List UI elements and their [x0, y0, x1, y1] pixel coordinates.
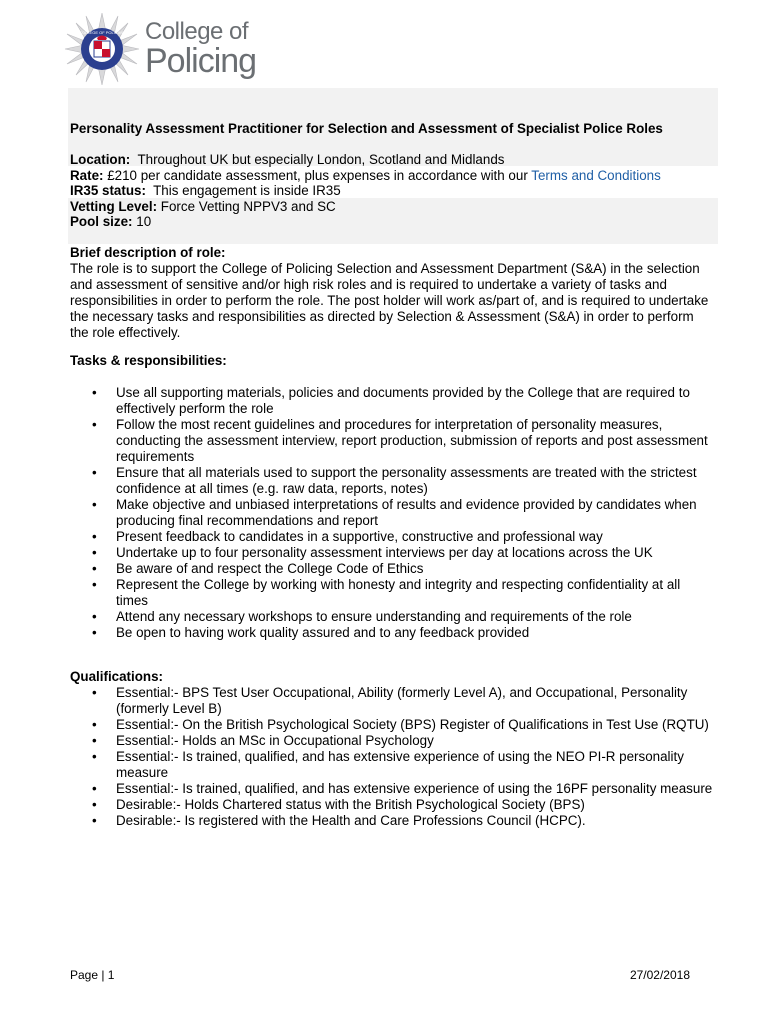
ir35-value: This engagement is inside IR35 [153, 183, 341, 198]
qualifications-list [70, 685, 715, 829]
role-description [70, 245, 715, 341]
description-text: The role is to support the College of Policing Selection and Assessment Department (S&A) in the selection and assessment of sensitive and/or high risk roles and is required to undertake a variety of tasks and responsibilities in order to perform the role. The post holder will work as/part of, and is required to undertake the necessary tasks and responsibilities as directed by Selection & Assessment (S&A) in order to perform the role effectively. [70, 261, 709, 340]
list-item: • Essential:- Is trained, qualified, and has extensive experience of using the NEO PI-R personality measure [70, 749, 715, 781]
logo-line-1: College of [145, 18, 249, 45]
list-item: • Be aware of and respect the College Code of Ethics [70, 561, 715, 577]
pool-label: Pool size: [70, 214, 133, 229]
logo-wordmark [145, 20, 256, 78]
ir35-label: IR35 status: [70, 183, 146, 198]
engagement-details [70, 152, 720, 230]
pool-value: 10 [136, 214, 152, 229]
police-star-badge-icon [64, 12, 140, 86]
list-item: • Essential:- BPS Test User Occupational, Ability (formerly Level A), and Occupational, Personality (formerly Level B) [70, 685, 715, 717]
list-item: • Essential:- On the British Psychological Society (BPS) Register of Qualifications in Test Use (RQTU) [70, 717, 715, 733]
college-logo [64, 12, 264, 86]
description-heading: Brief description of role: [70, 245, 226, 260]
location-value: Throughout UK but especially London, Scotland and Midlands [137, 152, 505, 167]
page-number: Page | 1 [70, 968, 115, 982]
list-item: • Follow the most recent guidelines and procedures for interpretation of personality measures, conducting the assessment interview, report production, submission of reports and post assessment requirements [70, 417, 715, 465]
rate-value: £210 per candidate assessment, plus expenses in accordance with our [107, 167, 528, 183]
list-item: • Undertake up to four personality assessment interviews per day at locations across the UK [70, 545, 715, 561]
terms-and-conditions-link[interactable]: Terms and Conditions [531, 167, 661, 183]
document-date: 27/02/2018 [629, 968, 690, 982]
tasks-heading: Tasks & responsibilities: [70, 353, 227, 368]
tasks-list [70, 385, 715, 641]
ir35-row [70, 183, 720, 199]
location-row [70, 152, 720, 168]
document-title: Personality Assessment Practitioner for Selection and Assessment of Specialist Police Roles [70, 121, 663, 136]
list-item: • Desirable:- Holds Chartered status with the British Psychological Society (BPS) [70, 797, 715, 813]
list-item: • Attend any necessary workshops to ensure understanding and requirements of the role [70, 609, 715, 625]
list-item: • Present feedback to candidates in a supportive, constructive and professional way [70, 529, 715, 545]
badge-text: COLLEGE OF POLICING [79, 30, 125, 35]
list-item: • Ensure that all materials used to support the personality assessments are treated with the strictest confidence at all times (e.g. raw data, reports, notes) [70, 465, 715, 497]
list-item: • Essential:- Holds an MSc in Occupational Psychology [70, 733, 715, 749]
list-item: • Make objective and unbiased interpretations of results and evidence provided by candidates when producing final recommendations and report [70, 497, 715, 529]
list-item: • Represent the College by working with honesty and integrity and respecting confidentiality at all times [70, 577, 715, 609]
rate-label: Rate: [70, 167, 104, 183]
list-item: • Desirable:- Is registered with the Health and Care Professions Council (HCPC). [70, 813, 715, 829]
list-item: • Use all supporting materials, policies and documents provided by the College that are required to effectively perform the role [70, 385, 715, 417]
list-item: • Essential:- Is trained, qualified, and has extensive experience of using the 16PF personality measure [70, 781, 715, 797]
vetting-label: Vetting Level: [70, 198, 158, 214]
qualifications-heading: Qualifications: [70, 669, 164, 684]
location-label: Location: [70, 152, 131, 167]
pool-row [70, 214, 720, 230]
list-item: • Be open to having work quality assured and to any feedback provided [70, 625, 715, 641]
vetting-row [70, 199, 720, 215]
vetting-value: Force Vetting NPPV3 and SC [160, 198, 336, 214]
rate-row [70, 168, 720, 184]
logo-line-2: Policing [145, 42, 257, 80]
